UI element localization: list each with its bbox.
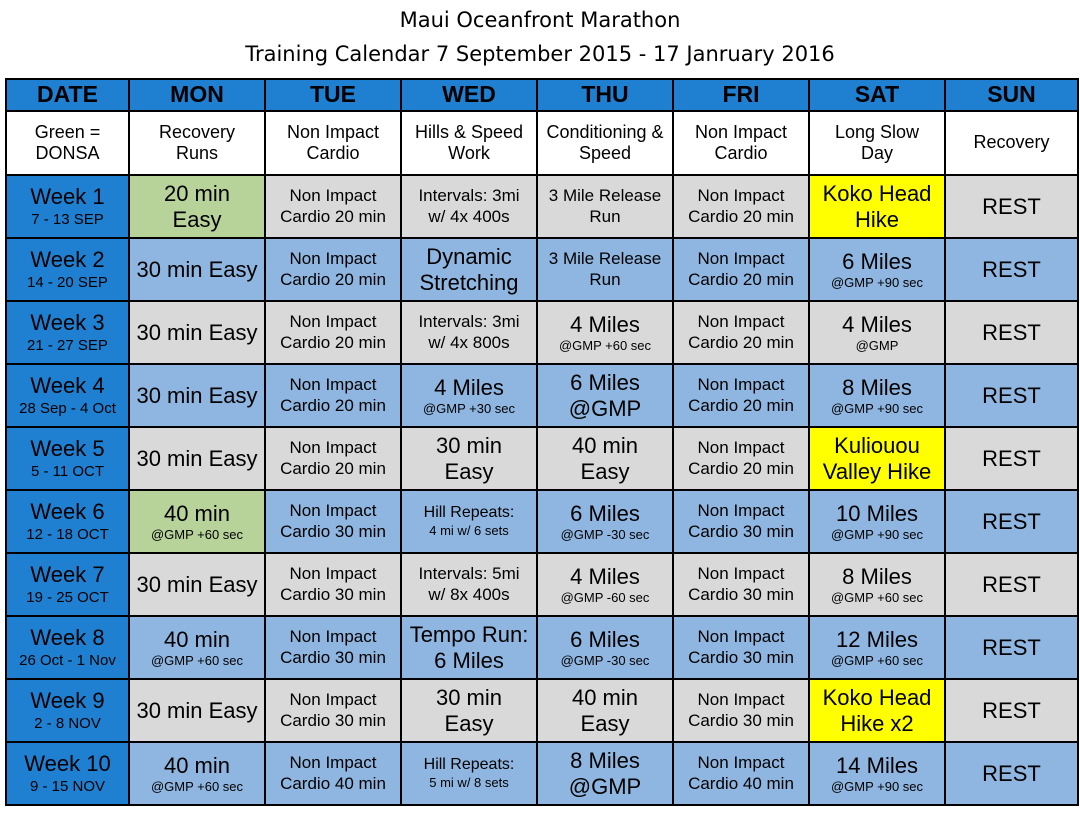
cell-line: @GMP +60 sec [150,652,244,668]
cell-line: @GMP +60 sec [558,337,652,353]
cell-sun: REST [945,616,1078,679]
cell-line: Non Impact [289,627,377,647]
cell-line: Non Impact [697,312,785,332]
cell-wed [401,616,537,679]
cell-fri [673,490,809,553]
week-label: Week 4 [30,372,105,398]
header-row [6,79,1078,111]
cell-line: 8 Miles [842,563,912,589]
cell-tue [265,679,401,742]
category-line: Cardio [306,143,360,163]
cell-line: Cardio 30 min [688,647,794,667]
cell-line: @GMP +30 sec [422,400,516,416]
week-dates: 26 Oct - 1 Nov [19,651,116,669]
cell-line: w/ 4x 400s [428,206,510,226]
cell-line: Non Impact [289,564,377,584]
cell-thu [537,616,673,679]
cell-fri [673,742,809,805]
cell-fri [673,427,809,490]
cell-line: 6 Miles [570,369,640,395]
cell-line: 6 Miles [842,248,912,274]
cell-line: Non Impact [289,690,377,710]
cell-line: 6 Miles [570,626,640,652]
cell-mon [129,490,265,553]
cell-line: 6 Miles [434,647,504,673]
header-wed: WED [401,79,537,111]
cell-line: Cardio 30 min [688,584,794,604]
week-label: Week 8 [30,624,105,650]
header-fri: FRI [673,79,809,111]
cell-line: 30 min [435,684,503,710]
cell-thu [537,742,673,805]
cell-sun: REST [945,364,1078,427]
page-title: Maui Oceanfront Marathon [399,8,681,32]
cell-sat [809,553,945,616]
cell-line: Non Impact [697,564,785,584]
cell-fri [673,553,809,616]
week-dates: 19 - 25 OCT [26,588,109,606]
category-sun: Recovery [945,111,1078,175]
header-tue: TUE [265,79,401,111]
category-line: Long Slow [834,121,920,142]
cell-tue [265,490,401,553]
cell-thu [537,427,673,490]
page-subtitle: Training Calendar 7 September 2015 - 17 Janruary 2016 [245,42,835,66]
cell-line: 40 min [163,752,231,778]
cell-line: 40 min [571,432,639,458]
cell-wed [401,553,537,616]
cell-line: Stretching [419,269,519,295]
cell-line: Cardio 20 min [688,269,794,289]
cell-line: 3 Mile Release [548,249,662,269]
cell-line: Easy [172,206,222,232]
week-dates: 7 - 13 SEP [31,210,104,228]
cell-line: Valley Hike [822,458,932,484]
cell-wed [401,238,537,301]
cell-line: Non Impact [289,375,377,395]
cell-tue [265,238,401,301]
category-line: Day [860,143,893,163]
week-row [6,238,1078,301]
cell-line: 4 mi w/ 6 sets [429,523,509,539]
cell-line: Cardio 30 min [688,710,794,730]
cell-tue [265,616,401,679]
cell-line: 4 Miles [570,563,640,589]
legend-line: DONSA [35,143,100,163]
cell-line: Non Impact [289,312,377,332]
cell-line: @GMP -30 sec [560,652,650,668]
training-calendar-table [5,78,1079,806]
cell-wed [401,679,537,742]
cell-line: @GMP +90 sec [830,778,924,794]
cell-line: Non Impact [697,375,785,395]
cell-sun: REST [945,679,1078,742]
cell-sun: REST [945,490,1078,553]
cell-sat [809,427,945,490]
cell-fri [673,238,809,301]
cell-sun: REST [945,175,1078,238]
cell-line: 20 min [163,180,231,206]
cell-line: Non Impact [289,186,377,206]
week-label: Week 2 [30,246,105,272]
week-row [6,427,1078,490]
cell-mon: 30 min Easy [129,679,265,742]
cell-line: Hill Repeats: [423,756,515,774]
week-dates: 2 - 8 NOV [34,714,101,732]
cell-line: @GMP +60 sec [830,589,924,605]
cell-line: Intervals: 3mi [418,186,520,206]
category-row [6,111,1078,175]
cell-mon [129,742,265,805]
cell-line: Easy [444,458,494,484]
cell-line: 4 Miles [842,311,912,337]
header-date: DATE [6,79,129,111]
cell-thu [537,553,673,616]
week-row [6,742,1078,805]
cell-line: 4 Miles [570,311,640,337]
cell-line: @GMP +90 sec [830,400,924,416]
cell-line: Non Impact [289,501,377,521]
week-row [6,616,1078,679]
cell-mon: 30 min Easy [129,301,265,364]
cell-line: @GMP [568,773,642,799]
header-sat: SAT [809,79,945,111]
cell-thu [537,301,673,364]
cell-fri [673,364,809,427]
cell-line: @GMP +60 sec [150,526,244,542]
week-dates: 14 - 20 SEP [27,273,108,291]
cell-tue [265,364,401,427]
cell-line: Intervals: 5mi [418,564,520,584]
week-dates: 5 - 11 OCT [30,462,105,480]
cell-mon [129,616,265,679]
cell-line: 30 min [435,432,503,458]
category-sat [809,111,945,175]
cell-line: 3 Mile Release [548,186,662,206]
week-dates: 9 - 15 NOV [29,777,106,795]
week-dates: 21 - 27 SEP [27,336,108,354]
cell-line: 6 Miles [570,500,640,526]
cell-line: 14 Miles [836,752,918,778]
legend-line: Green = [34,121,101,142]
cell-mon: 30 min Easy [129,238,265,301]
cell-fri [673,301,809,364]
cell-line: Non Impact [289,249,377,269]
cell-line: Cardio 20 min [280,332,386,352]
cell-line: 10 Miles [836,500,918,526]
cell-wed [401,175,537,238]
cell-line: Non Impact [289,753,377,773]
cell-fri [673,175,809,238]
cell-wed [401,364,537,427]
cell-line: 8 Miles [842,374,912,400]
cell-line: 40 min [571,684,639,710]
category-line: Hills & Speed [414,121,524,142]
category-line: Runs [175,143,219,163]
cell-thu [537,238,673,301]
cell-sat [809,238,945,301]
cell-sat [809,679,945,742]
cell-mon: 30 min Easy [129,553,265,616]
week-dates: 12 - 18 OCT [26,525,109,543]
week-date-cell [6,553,129,616]
cell-line: Cardio 20 min [688,206,794,226]
cell-line: @GMP +60 sec [150,778,244,794]
week-row [6,553,1078,616]
cell-sat [809,742,945,805]
cell-wed [401,742,537,805]
cell-line: Hill Repeats: [423,504,515,522]
category-line: Cardio [714,143,768,163]
cell-line: Intervals: 3mi [418,312,520,332]
category-mon [129,111,265,175]
cell-mon [129,175,265,238]
week-label: Week 10 [24,750,111,776]
week-date-cell [6,679,129,742]
week-date-cell [6,301,129,364]
week-label: Week 9 [30,687,105,713]
cell-line: Easy [580,458,630,484]
cell-line: Cardio 40 min [280,773,386,793]
category-line: Speed [578,143,632,163]
week-row [6,490,1078,553]
cell-sat [809,175,945,238]
cell-line: @GMP [568,395,642,421]
cell-sat [809,490,945,553]
cell-line: Dynamic [426,243,512,269]
week-date-cell [6,742,129,805]
cell-line: Non Impact [289,438,377,458]
category-fri [673,111,809,175]
cell-thu [537,490,673,553]
cell-line: Koko Head [822,180,932,206]
cell-line: Run [589,206,621,226]
cell-line: 5 mi w/ 8 sets [429,775,509,791]
cell-tue [265,553,401,616]
cell-line: @GMP -30 sec [560,526,650,542]
category-line: Recovery [158,121,236,142]
cell-line: 8 Miles [570,747,640,773]
cell-line: Cardio 20 min [688,458,794,478]
category-line: Work [448,143,490,163]
week-label: Week 7 [30,561,105,587]
cell-line: Non Impact [697,627,785,647]
cell-wed [401,490,537,553]
header-mon: MON [129,79,265,111]
cell-wed [401,301,537,364]
cell-mon: 30 min Easy [129,364,265,427]
cell-line: Tempo Run: [409,621,529,647]
cell-line: Non Impact [697,438,785,458]
cell-thu [537,364,673,427]
cell-line: Cardio 20 min [280,206,386,226]
cell-line: Non Impact [697,249,785,269]
cell-line: Cardio 30 min [280,521,386,541]
cell-line: w/ 4x 800s [428,332,510,352]
cell-line: @GMP +90 sec [830,274,924,290]
cell-tue [265,427,401,490]
cell-line: Cardio 20 min [688,332,794,352]
cell-line: Cardio 30 min [280,647,386,667]
cell-line: Koko Head [822,684,932,710]
category-line: Non Impact [286,121,380,142]
cell-line: Non Impact [697,690,785,710]
cell-wed [401,427,537,490]
week-row [6,301,1078,364]
week-date-cell [6,490,129,553]
week-date-cell [6,238,129,301]
cell-line: Cardio 40 min [688,773,794,793]
cell-sat [809,301,945,364]
category-thu [537,111,673,175]
week-row [6,364,1078,427]
cell-line: @GMP [855,337,899,353]
cell-line: Hike x2 [840,710,914,736]
page-titles [0,0,1080,78]
cell-fri [673,616,809,679]
cell-line: 4 Miles [434,374,504,400]
cell-thu [537,679,673,742]
cell-line: Cardio 30 min [688,521,794,541]
cell-line: Cardio 20 min [280,395,386,415]
week-label: Week 6 [30,498,105,524]
cell-line: Cardio 20 min [688,395,794,415]
cell-sat [809,616,945,679]
cell-line: 40 min [163,626,231,652]
cell-sun: REST [945,238,1078,301]
cell-line: Cardio 30 min [280,710,386,730]
cell-line: Easy [444,710,494,736]
week-date-cell [6,616,129,679]
week-label: Week 3 [30,309,105,335]
cell-sun: REST [945,742,1078,805]
cell-line: @GMP +90 sec [830,526,924,542]
cell-line: Non Impact [697,186,785,206]
week-row [6,175,1078,238]
cell-line: Non Impact [697,501,785,521]
week-dates: 28 Sep - 4 Oct [19,399,116,417]
cell-tue [265,175,401,238]
category-line: Conditioning & [546,121,664,142]
cell-line: 40 min [163,500,231,526]
cell-line: Easy [580,710,630,736]
week-date-cell [6,427,129,490]
cell-sat [809,364,945,427]
cell-line: @GMP +60 sec [830,652,924,668]
cell-line: Hike [854,206,899,232]
week-date-cell [6,175,129,238]
header-sun: SUN [945,79,1078,111]
week-row [6,679,1078,742]
cell-line: Cardio 20 min [280,458,386,478]
cell-sun: REST [945,301,1078,364]
cell-fri [673,679,809,742]
cell-tue [265,301,401,364]
cell-line: w/ 8x 400s [428,584,510,604]
weeks-body [6,175,1078,805]
cell-line: Non Impact [697,753,785,773]
header-thu: THU [537,79,673,111]
cell-line: Kuliouou [834,432,920,458]
cell-line: 12 Miles [836,626,918,652]
cell-mon: 30 min Easy [129,427,265,490]
week-label: Week 1 [30,183,105,209]
week-label: Week 5 [30,435,105,461]
legend-cell [6,111,129,175]
category-line: Non Impact [694,121,788,142]
cell-thu [537,175,673,238]
cell-tue [265,742,401,805]
cell-sun: REST [945,553,1078,616]
category-tue [265,111,401,175]
week-date-cell [6,364,129,427]
cell-line: Cardio 30 min [280,584,386,604]
cell-line: Cardio 20 min [280,269,386,289]
category-wed [401,111,537,175]
cell-sun: REST [945,427,1078,490]
cell-line: Run [589,269,621,289]
cell-line: @GMP -60 sec [560,589,650,605]
